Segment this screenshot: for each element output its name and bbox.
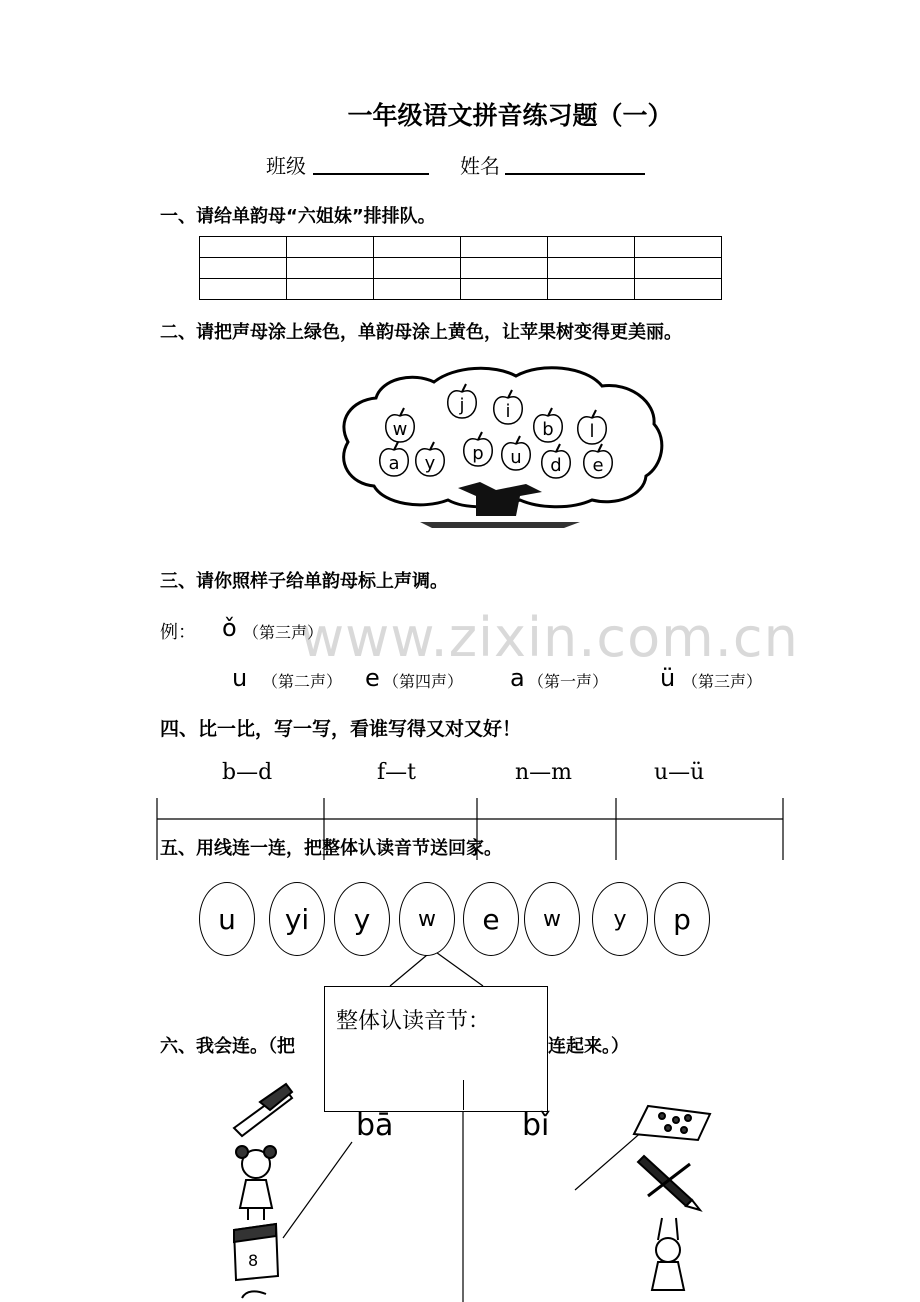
tone-item-note: （第二声） xyxy=(262,672,343,691)
syllable-oval[interactable]: yi xyxy=(269,882,325,956)
calendar-picture xyxy=(234,1224,278,1280)
house-roof-line xyxy=(433,950,483,986)
page-title: 一年级语文拼音练习题（一） xyxy=(347,101,673,130)
tone-item-letter: a xyxy=(510,664,525,692)
watermark: www.zixin.com.cn xyxy=(300,606,799,669)
tone-item-letter: u xyxy=(232,664,248,692)
apple-letter: b xyxy=(542,419,554,440)
section-6-heading: 六、我会连。（把 xyxy=(160,1036,295,1057)
section-6-heading-end: 连起来。） xyxy=(548,1036,629,1057)
section-1-heading: 一、请给单韵母“六姐妹”排排队。 xyxy=(160,206,436,227)
section-4-heading: 四、比一比，写一写，看谁写得又对又好！ xyxy=(160,718,522,740)
letter-pair: u—ü xyxy=(654,760,705,785)
name-label: 姓名 xyxy=(460,154,500,178)
syllable-oval[interactable]: u xyxy=(199,882,255,956)
class-label: 班级 xyxy=(266,154,306,178)
tone-item-note: （第三声） xyxy=(682,672,763,691)
rabbit-picture xyxy=(652,1218,684,1290)
apple-letter: w xyxy=(392,419,408,440)
tone-item-note: （第一声） xyxy=(528,672,609,691)
letter-pair: f—t xyxy=(377,760,416,785)
apple-letter: i xyxy=(505,401,511,422)
letter-pair: b—d xyxy=(222,760,273,785)
right-picture-column xyxy=(628,1100,718,1302)
example-tone-note: （第三声） xyxy=(243,623,324,642)
left-picture-column xyxy=(226,1080,296,1302)
apple-letter: u xyxy=(510,447,522,468)
letter-pair: n—m xyxy=(515,760,573,785)
syllable-oval[interactable]: e xyxy=(463,882,519,956)
apple-letter: d xyxy=(550,455,562,476)
apple-letter: y xyxy=(424,453,436,474)
svg-text:8: 8 xyxy=(248,1251,259,1270)
pinyin-syllable: bā xyxy=(356,1108,394,1143)
apple-letter: a xyxy=(388,453,400,474)
flag-picture xyxy=(634,1106,710,1140)
syllable-oval[interactable]: y xyxy=(334,882,390,956)
example-prefix: 例： xyxy=(160,622,196,643)
tone-item-letter: e xyxy=(365,664,380,692)
apple-letter: e xyxy=(592,455,604,476)
apple-letter: p xyxy=(472,443,484,464)
pencil-picture xyxy=(638,1156,700,1210)
syllable-oval[interactable]: p xyxy=(654,882,710,956)
house-divider xyxy=(463,1080,464,1110)
syllable-house-label: 整体认读音节： xyxy=(336,1009,491,1034)
tone-item-note: （第四声） xyxy=(383,672,464,691)
example-tone-letter: ǒ xyxy=(222,614,237,642)
apple-letter: l xyxy=(589,421,595,442)
apple-letter: j xyxy=(459,395,465,416)
section-3-heading: 三、请你照样子给单韵母标上声调。 xyxy=(160,571,448,592)
syllable-oval[interactable]: w xyxy=(399,882,455,956)
girl-picture xyxy=(236,1146,276,1220)
tone-item-letter: ü xyxy=(660,664,676,692)
section-5-heading: 五、用线连一连，把整体认读音节送回家。 xyxy=(160,838,502,859)
syllable-oval[interactable]: y xyxy=(592,882,648,956)
section-2-heading: 二、请把声母涂上绿色，单韵母涂上黄色，让苹果树变得更美丽。 xyxy=(160,322,682,343)
syllable-oval[interactable]: w xyxy=(524,882,580,956)
brush-picture xyxy=(234,1084,292,1136)
pinyin-syllable: bǐ xyxy=(522,1108,550,1143)
cat-picture-partial xyxy=(242,1291,266,1298)
